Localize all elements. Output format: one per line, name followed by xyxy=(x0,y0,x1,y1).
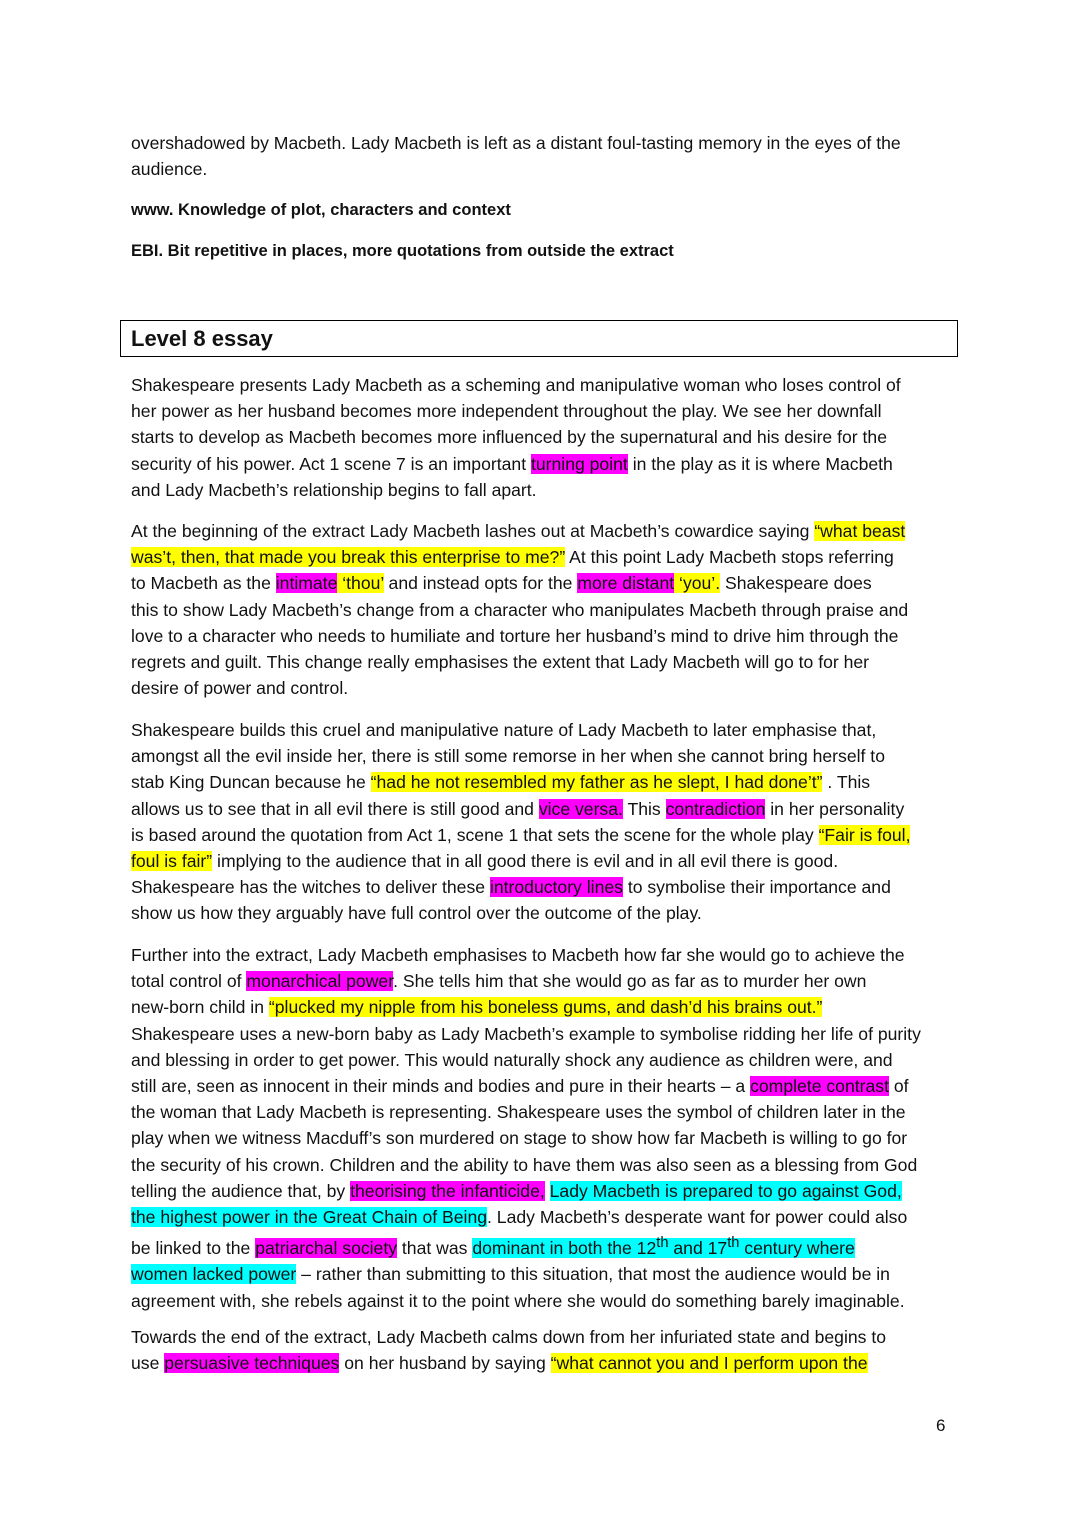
essay-paragraph-2 xyxy=(131,518,953,701)
text-run: allows us to see that in all evil there is still good and xyxy=(131,798,539,819)
text-line: Shakespeare presents Lady Macbeth as a scheming and manipulative woman who loses control of xyxy=(131,375,901,395)
text-run: total control of xyxy=(131,971,247,992)
highlight-yellow: “Fair is foul, xyxy=(818,824,911,845)
text-line xyxy=(131,1178,953,1204)
text-line: Towards the end of the extract, Lady Macbeth calms down from her infuriated state and begins to xyxy=(131,1327,886,1347)
essay-paragraph-1 xyxy=(131,372,953,503)
text-line: the woman that Lady Macbeth is representing. Shakespeare uses the symbol of children later in the xyxy=(131,1102,906,1123)
text-line xyxy=(131,994,953,1020)
highlight-magenta: vice versa. xyxy=(538,798,623,819)
text-line xyxy=(131,1261,953,1287)
text-run: use xyxy=(131,1353,165,1374)
highlight-magenta: monarchical power xyxy=(246,971,394,992)
text-line: and Lady Macbeth’s relationship begins to fall apart. xyxy=(131,479,537,500)
text-run: stab King Duncan because he xyxy=(131,772,371,793)
text-run: still are, seen as innocent in their minds and bodies and pure in their hearts – a xyxy=(131,1076,751,1097)
text-line xyxy=(131,822,953,848)
highlight-magenta: more distant xyxy=(577,573,675,594)
text-line xyxy=(131,451,953,477)
text-line: starts to develop as Macbeth becomes more influenced by the supernatural and his desire for the xyxy=(131,427,887,448)
text-line xyxy=(131,544,953,570)
highlight-yellow: “what beast xyxy=(814,521,906,541)
text-run: security of his power. Act 1 scene 7 is an important xyxy=(131,453,531,474)
text-run: This xyxy=(622,798,666,819)
text-line: regrets and guilt. This change really emphasises the extent that Lady Macbeth will go to for her xyxy=(131,652,870,673)
text-line: the security of his crown. Children and the ability to have them was also seen as a blessing from God xyxy=(131,1154,918,1175)
text-line xyxy=(131,1073,953,1099)
text-run: century where xyxy=(739,1238,855,1259)
text-run: dominant in both the 12 xyxy=(472,1238,657,1259)
text-run: At this point Lady Macbeth stops referring xyxy=(565,547,894,568)
text-run: that was xyxy=(397,1238,473,1259)
highlight-yellow: ‘thou’ xyxy=(337,573,384,594)
text-run: in the play as it is where Macbeth xyxy=(627,453,893,474)
text-run: new-born child in xyxy=(131,997,269,1018)
text-line: Shakespeare builds this cruel and manipulative nature of Lady Macbeth to later emphasise that, xyxy=(131,720,877,740)
text-run: . This xyxy=(822,772,871,793)
text-run: be linked to the xyxy=(131,1238,256,1259)
text-line xyxy=(131,1350,953,1376)
text-run: to symbolise their importance and xyxy=(622,877,891,898)
text-line xyxy=(131,874,953,900)
text-run: At the beginning of the extract Lady Macbeth lashes out at Macbeth’s cowardice saying xyxy=(131,521,815,541)
text-run: of xyxy=(888,1076,909,1097)
highlight-magenta: introductory lines xyxy=(489,877,623,898)
essay-heading: Level 8 essay xyxy=(131,326,273,351)
text-run: is based around the quotation from Act 1, scene 1 that sets the scene for the whole play xyxy=(131,824,819,845)
ebi-feedback: EBI. Bit repetitive in places, more quotations from outside the extract xyxy=(131,242,674,260)
text-line: audience. xyxy=(131,159,208,180)
text-line: and blessing in order to get power. This would naturally shock any audience as children were, and xyxy=(131,1049,893,1070)
superscript: th xyxy=(656,1235,669,1252)
highlight-cyan: the highest power in the Great Chain of Being xyxy=(131,1207,488,1228)
essay-paragraph-4 xyxy=(131,942,953,1314)
highlight-magenta: theorising the infanticide, xyxy=(350,1180,545,1201)
www-feedback: www. Knowledge of plot, characters and context xyxy=(131,201,511,219)
text-run: and 17 xyxy=(668,1238,728,1259)
text-line: desire of power and control. xyxy=(131,678,349,699)
highlight-magenta: complete contrast xyxy=(750,1076,889,1097)
text-line: her power as her husband becomes more independent throughout the play. We see her downfall xyxy=(131,401,882,422)
text-line: Shakespeare uses a new-born baby as Lady Macbeth’s example to symbolise ridding her life of purity xyxy=(131,1023,921,1044)
text-line: show us how they arguably have full control over the outcome of the play. xyxy=(131,903,702,924)
highlight-yellow: was’t, then, that made you break this enterprise to me?” xyxy=(131,547,566,568)
essay-paragraph-3 xyxy=(131,717,953,927)
highlight-magenta: turning point xyxy=(530,453,628,474)
text-line xyxy=(131,1204,953,1230)
highlight-yellow: foul is fair” xyxy=(131,851,213,872)
essay-paragraph-5 xyxy=(131,1324,953,1376)
essay-heading-box xyxy=(120,320,958,357)
highlight-yellow: ‘you’. xyxy=(674,573,721,594)
text-line xyxy=(131,968,953,994)
highlight-magenta: contradiction xyxy=(665,798,766,819)
text-line: play when we witness Macduff’s son murdered on stage to show how far Macbeth is willing to go for xyxy=(131,1128,908,1149)
text-run: . She tells him that she would go as far as to murder her own xyxy=(393,971,867,992)
superscript: th xyxy=(727,1235,740,1252)
text-line: agreement with, she rebels against it to the point where she would do something barely imaginable. xyxy=(131,1290,905,1311)
text-line: amongst all the evil inside her, there is still some remorse in her when she cannot bring herself to xyxy=(131,746,885,767)
text-line: this to show Lady Macbeth’s change from a character who manipulates Macbeth through praise and xyxy=(131,599,909,620)
highlight-yellow: “what cannot you and I perform upon the xyxy=(550,1353,868,1374)
highlight-cyan xyxy=(472,1235,855,1259)
text-run: in her personality xyxy=(765,798,905,819)
text-line xyxy=(131,570,953,596)
text-line xyxy=(131,796,953,822)
highlight-magenta: patriarchal society xyxy=(255,1238,398,1259)
text-line: Further into the extract, Lady Macbeth emphasises to Macbeth how far she would go to achieve the xyxy=(131,945,905,965)
text-run: implying to the audience that in all good there is evil and in all evil there is good. xyxy=(212,851,839,872)
text-line: overshadowed by Macbeth. Lady Macbeth is left as a distant foul-tasting memory in the eyes of the xyxy=(131,133,901,153)
highlight-magenta: persuasive techniques xyxy=(164,1353,340,1374)
text-line: love to a character who needs to humiliate and torture her husband’s mind to drive him through the xyxy=(131,625,899,646)
highlight-yellow: “had he not resembled my father as he slept, I had done’t” xyxy=(370,772,823,793)
text-run: and instead opts for the xyxy=(383,573,578,594)
highlight-cyan: Lady Macbeth is prepared to go against God, xyxy=(549,1180,902,1201)
text-run: Shakespeare has the witches to deliver these xyxy=(131,877,490,898)
highlight-yellow: “plucked my nipple from his boneless gums, and dash’d his brains out.” xyxy=(268,997,823,1018)
page-number: 6 xyxy=(936,1416,946,1435)
text-line xyxy=(131,1230,953,1261)
highlight-cyan: women lacked power xyxy=(131,1264,297,1285)
text-line xyxy=(131,848,953,874)
text-run xyxy=(545,1181,550,1201)
text-line xyxy=(131,769,953,795)
text-run: telling the audience that, by xyxy=(131,1180,351,1201)
text-run: to Macbeth as the xyxy=(131,573,276,594)
text-run: Shakespeare does xyxy=(720,573,872,594)
text-run: – rather than submitting to this situation, that most the audience would be in xyxy=(296,1264,890,1285)
highlight-magenta: intimate xyxy=(275,573,338,594)
intro-paragraph xyxy=(131,130,953,182)
text-run: . Lady Macbeth’s desperate want for power could also xyxy=(487,1207,908,1228)
text-run: on her husband by saying xyxy=(339,1353,551,1374)
text-line xyxy=(131,518,953,544)
